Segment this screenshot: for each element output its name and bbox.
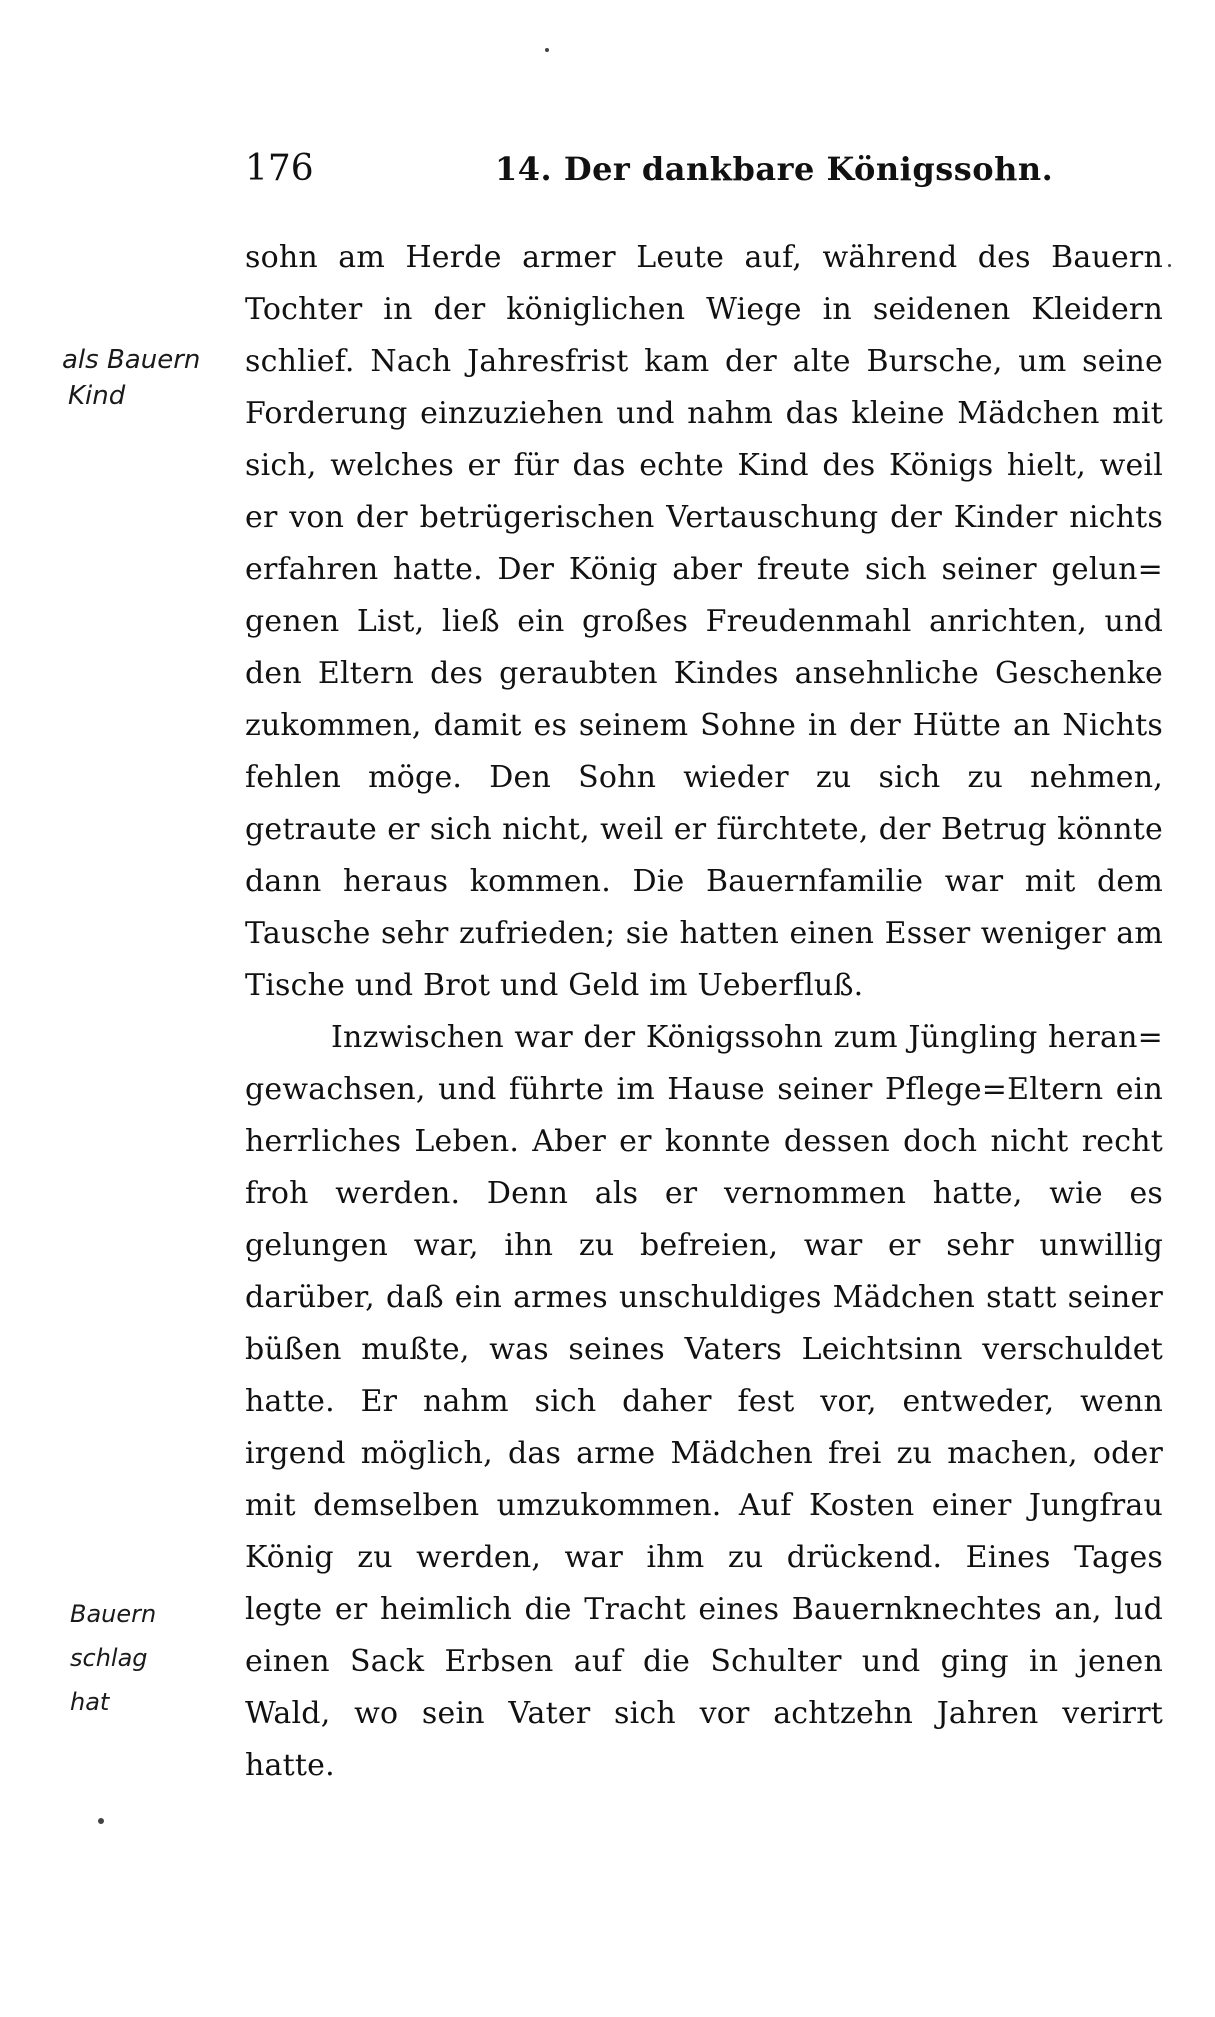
text-line: einen Sack Erbsen auf die Schulter und ging in jenen [245,1644,1163,1679]
paragraph-start-line: Inzwischen war der Königssohn zum Jüngling heran= [331,1020,1163,1055]
margin-note-line: hat [70,1688,110,1716]
text-line: Wald, wo sein Vater sich vor achtzehn Jahren verirrt [245,1696,1163,1731]
body-text [245,232,1163,1792]
text-line: gelungen war, ihn zu befreien, war er sehr unwillig [245,1228,1163,1263]
text-line: dann heraus kommen. Die Bauernfamilie war mit dem [245,864,1163,899]
text-line: fehlen möge. Den Sohn wieder zu sich zu nehmen, [245,760,1163,795]
speck-mark [1168,264,1171,267]
text-line: den Eltern des geraubten Kindes ansehnliche Geschenke [245,656,1163,691]
text-line: er von der betrügerischen Vertauschung der Kinder nichts [245,500,1163,535]
speck-mark [98,1818,104,1824]
margin-note-line: Kind [68,381,126,411]
margin-note-line: schlag [70,1644,148,1672]
text-line: schlief. Nach Jahresfrist kam der alte Bursche, um seine [245,344,1163,379]
text-line: Tausche sehr zufrieden; sie hatten einen Esser weniger am [245,916,1163,951]
text-line: Tische und Brot und Geld im Ueberfluß. [245,968,864,1003]
text-line: mit demselben umzukommen. Auf Kosten einer Jungfrau [245,1488,1163,1523]
text-line: froh werden. Denn als er vernommen hatte, wie es [245,1176,1163,1211]
text-line: legte er heimlich die Tracht eines Bauernknechtes an, lud [245,1592,1163,1627]
handwritten-margin-note [70,1592,156,1724]
text-line: büßen mußte, was seines Vaters Leichtsinn verschuldet [245,1332,1163,1367]
text-line: sohn am Herde armer Leute auf, während des Bauern [245,240,1163,275]
text-line: darüber, daß ein armes unschuldiges Mädchen statt seiner [245,1280,1163,1315]
running-title: 14. Der dankbare Königssohn. [495,150,1054,188]
text-line: zukommen, damit es seinem Sohne in der Hütte an Nichts [245,708,1163,743]
text-line: erfahren hatte. Der König aber freute sich seiner gelun= [245,552,1163,587]
text-line: irgend möglich, das arme Mädchen frei zu machen, oder [245,1436,1163,1471]
page-number: 176 [245,148,314,189]
text-line: genen List, ließ ein großes Freudenmahl anrichten, und [245,604,1163,639]
speck-mark [545,48,549,52]
text-line: hatte. [245,1748,335,1783]
margin-note-line: Bauern [70,1600,157,1628]
text-line: gewachsen, und führte im Hause seiner Pflege=Eltern ein [245,1072,1163,1107]
text-line: hatte. Er nahm sich daher fest vor, entweder, wenn [245,1384,1163,1419]
text-line: Forderung einzuziehen und nahm das kleine Mädchen mit [245,396,1163,431]
text-line: Tochter in der königlichen Wiege in seidenen Kleidern [245,292,1163,327]
margin-note-line: als Bauern [62,345,201,375]
text-line: herrliches Leben. Aber er konnte dessen doch nicht recht [245,1124,1163,1159]
handwritten-margin-note [62,342,200,414]
page-header [245,145,1145,195]
text-line: sich, welches er für das echte Kind des Königs hielt, weil [245,448,1163,483]
text-line: getraute er sich nicht, weil er fürchtete, der Betrug könnte [245,812,1163,847]
text-line: König zu werden, war ihm zu drückend. Eines Tages [245,1540,1163,1575]
